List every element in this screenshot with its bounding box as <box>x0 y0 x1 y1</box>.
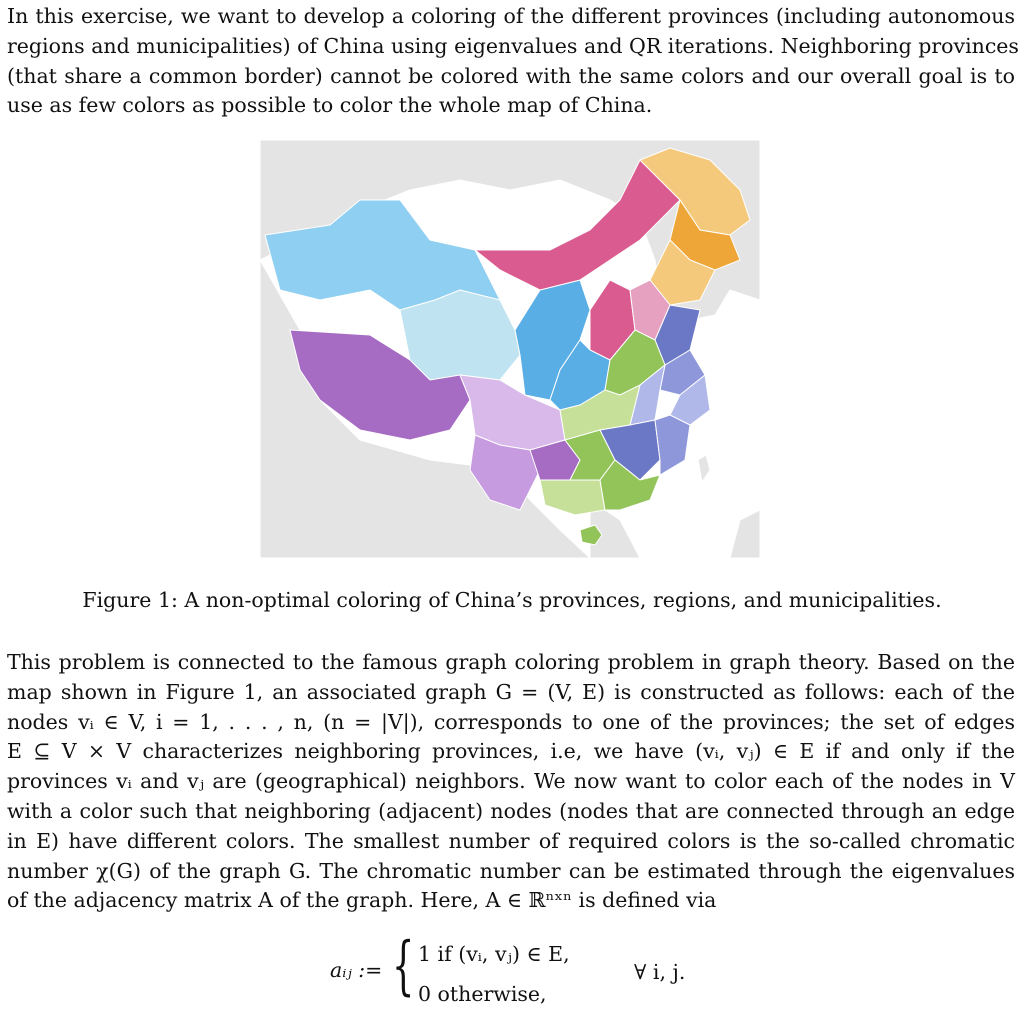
body-paragraph <box>7 648 1015 916</box>
intro-line: In this exercise, we want to develop a coloring of the different provinces (including autonomous <box>7 4 1015 28</box>
body-line: with a color such that neighboring (adjacent) nodes (nodes that are connected through an edge <box>7 798 1015 823</box>
intro-line: use as few colors as possible to color the whole map of China. <box>7 93 653 118</box>
china-map-figure <box>260 140 760 558</box>
equation-lhs: aᵢⱼ := <box>330 958 383 982</box>
body-line: E ⊆ V × V characterizes neighboring provinces, i.e, we have (vᵢ, vⱼ) ∈ E if and only if the <box>7 739 1015 764</box>
intro-line: (that share a common border) cannot be colored with the same colors and our overall goal is to <box>7 63 1015 88</box>
adjacency-definition-equation <box>330 929 750 1010</box>
body-line: provinces vᵢ and vⱼ are (geographical) neighbors. We now want to color each of the nodes in V <box>7 769 1015 794</box>
intro-line: regions and municipalities) of China using eigenvalues and QR iterations. Neighboring provinces <box>7 33 1019 58</box>
figure-caption: Figure 1: A non-optimal coloring of China’s provinces, regions, and municipalities. <box>82 588 942 612</box>
body-line: number χ(G) of the graph G. The chromatic number can be estimated through the eigenvalues <box>7 858 1015 883</box>
equation-case-1: 1 if (vᵢ, vⱼ) ∈ E, <box>418 942 570 966</box>
left-brace: { <box>392 929 415 1003</box>
china-province-map <box>260 140 760 558</box>
body-line: of the adjacency matrix A of the graph. Here, A ∈ ℝⁿˣⁿ is defined via <box>7 888 717 913</box>
body-line: This problem is connected to the famous graph coloring problem in graph theory. Based on the <box>7 650 1015 674</box>
intro-paragraph <box>7 2 1019 121</box>
body-line: map shown in Figure 1, an associated graph G = (V, E) is constructed as follows: each of the <box>7 679 1015 704</box>
equation-case-2: 0 otherwise, <box>418 982 547 1006</box>
equation-forall: ∀ i, j. <box>634 960 686 984</box>
body-line: in E) have different colors. The smallest number of required colors is the so-called chromatic <box>7 828 1015 853</box>
body-line: nodes vᵢ ∈ V, i = 1, . . . , n, (n = |V|), corresponds to one of the provinces; the set of edges <box>7 709 1015 734</box>
